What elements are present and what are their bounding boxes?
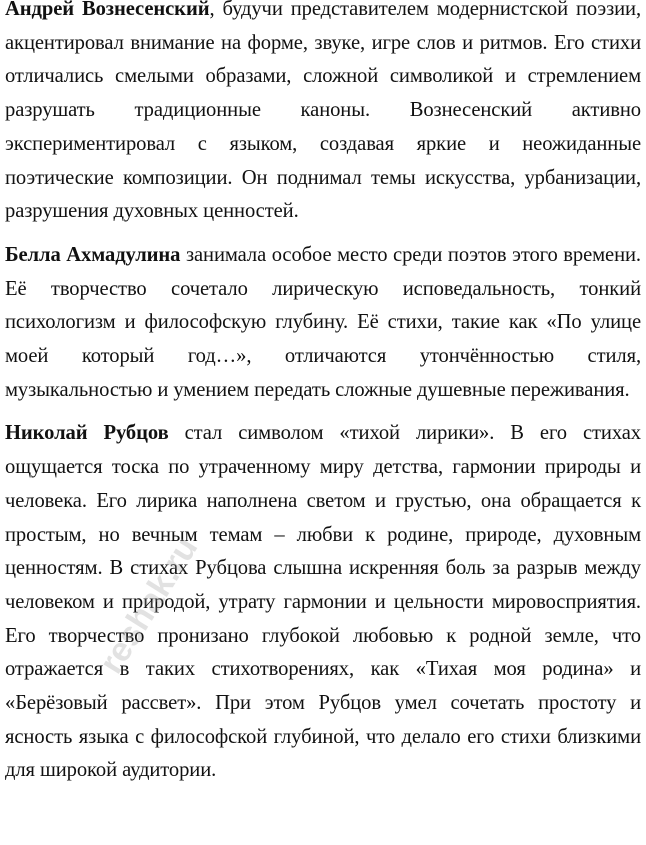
paragraph-text: , будучи представителем модернистской поэзии, акцентировал внимание на форме, звуке, игре слов и ритмов. Его стихи отличались смелыми образами, сложной символикой и стремлением разрушать традиционные каноны. Вознесенский активно экспериментировал с языком, создавая яркие и неожиданные поэтические композиции. Он поднимал темы искусства, урбанизации, разрушения духовных ценностей. bbox=[5, 0, 641, 223]
paragraph-akhmadulina bbox=[5, 239, 641, 408]
paragraph-text: стал символом «тихой лирики». В его стихах ощущается тоска по утраченному миру детства, гармонии природы и человека. Его лирика наполнена светом и грустью, она обращается к простым, но вечным темам – любви к родине, природе, духовным ценностям. В стихах Рубцова слышна искренняя боль за разрыв между человеком и природой, утрату гармонии и цельности мировосприятия. Его творчество пронизано глубокой любовью к родной земле, что отражается в таких стихотворениях, как «Тихая моя родина» и «Берёзовый рассвет». При этом Рубцов умел сочетать простоту и ясность языка с философской глубиной, что делало его стихи близкими для широкой аудитории. bbox=[5, 422, 642, 782]
poet-name: Николай Рубцов bbox=[5, 422, 169, 445]
paragraph-voznesensky bbox=[5, 0, 641, 229]
document-page bbox=[5, 0, 641, 798]
poet-name: Белла Ахмадулина bbox=[5, 243, 181, 266]
watermark: reshak.ru bbox=[92, 530, 206, 681]
paragraph-rubtsov bbox=[5, 417, 641, 788]
paragraph-text: занимала особое место среди поэтов этого времени. Её творчество сочетало лирическую исповедальность, тонкий психологизм и философскую глубину. Её стихи, такие как «По улице моей который год…», отличаются утончённостью стиля, музыкальностью и умением передать сложные душевные переживания. bbox=[5, 243, 641, 401]
poet-name: Андрей Вознесенский bbox=[5, 0, 210, 20]
